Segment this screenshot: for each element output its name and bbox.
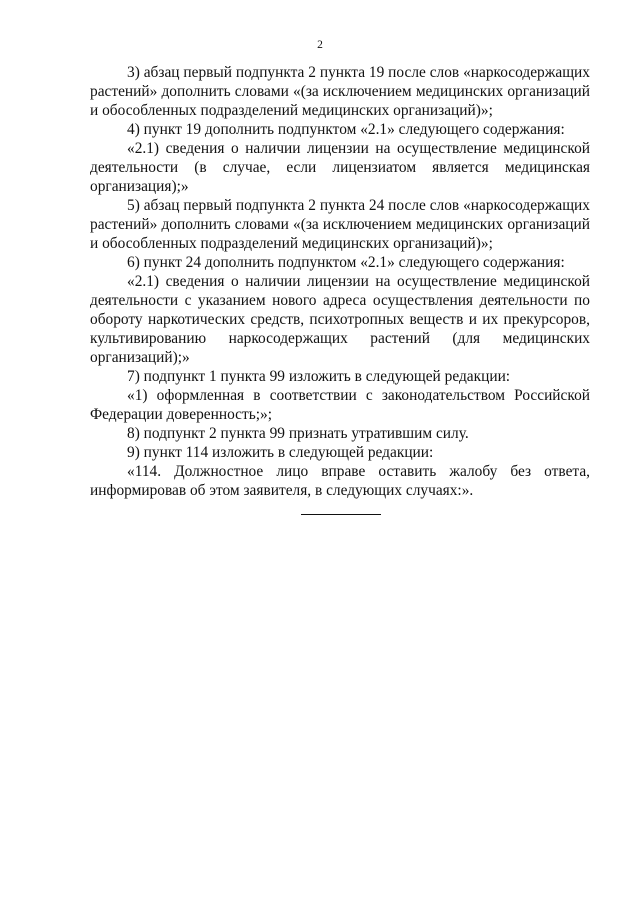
paragraph-quote-114: «114. Должностное лицо вправе оставить жалобу без ответа, информировав об этом заявителя, в следующих случаях:». (90, 463, 590, 499)
paragraph-quote-2-1-a: «2.1) сведения о наличии лицензии на осуществление медицинской деятельности (в случае, если лицензиатом является медицинская организация);» (90, 140, 590, 195)
paragraph-quote-2-1-b: «2.1) сведения о наличии лицензии на осуществление медицинской деятельности с указанием нового адреса осуществления деятельности по обороту наркотических средств, психотропных веществ и их прекурсоров, культивированию наркосодержащих растений (для медицинских организаций);» (90, 273, 590, 366)
paragraph-item-4: 4) пункт 19 дополнить подпунктом «2.1» следующего содержания: (127, 121, 565, 138)
end-separator-line (301, 514, 381, 515)
paragraph-item-3: 3) абзац первый подпункта 2 пункта 19 после слов «наркосодержащих растений» дополнить словами «(за исключением медицинских организаций и обособленных подразделений медицинских организаций)»; (90, 64, 590, 119)
paragraph-item-6: 6) пункт 24 дополнить подпунктом «2.1» следующего содержания: (127, 254, 565, 271)
paragraph-item-9: 9) пункт 114 изложить в следующей редакции: (127, 444, 434, 461)
document-body (90, 63, 590, 500)
paragraph-quote-1: «1) оформленная в соответствии с законодательством Российской Федерации доверенность;»; (90, 387, 590, 423)
paragraph-item-7: 7) подпункт 1 пункта 99 изложить в следующей редакции: (127, 368, 511, 385)
page-number: 2 (317, 39, 323, 51)
paragraph-item-8: 8) подпункт 2 пункта 99 признать утратившим силу. (127, 425, 469, 442)
paragraph-item-5: 5) абзац первый подпункта 2 пункта 24 после слов «наркосодержащих растений» дополнить словами «(за исключением медицинских организаций и обособленных подразделений медицинских организаций)»; (90, 197, 590, 252)
